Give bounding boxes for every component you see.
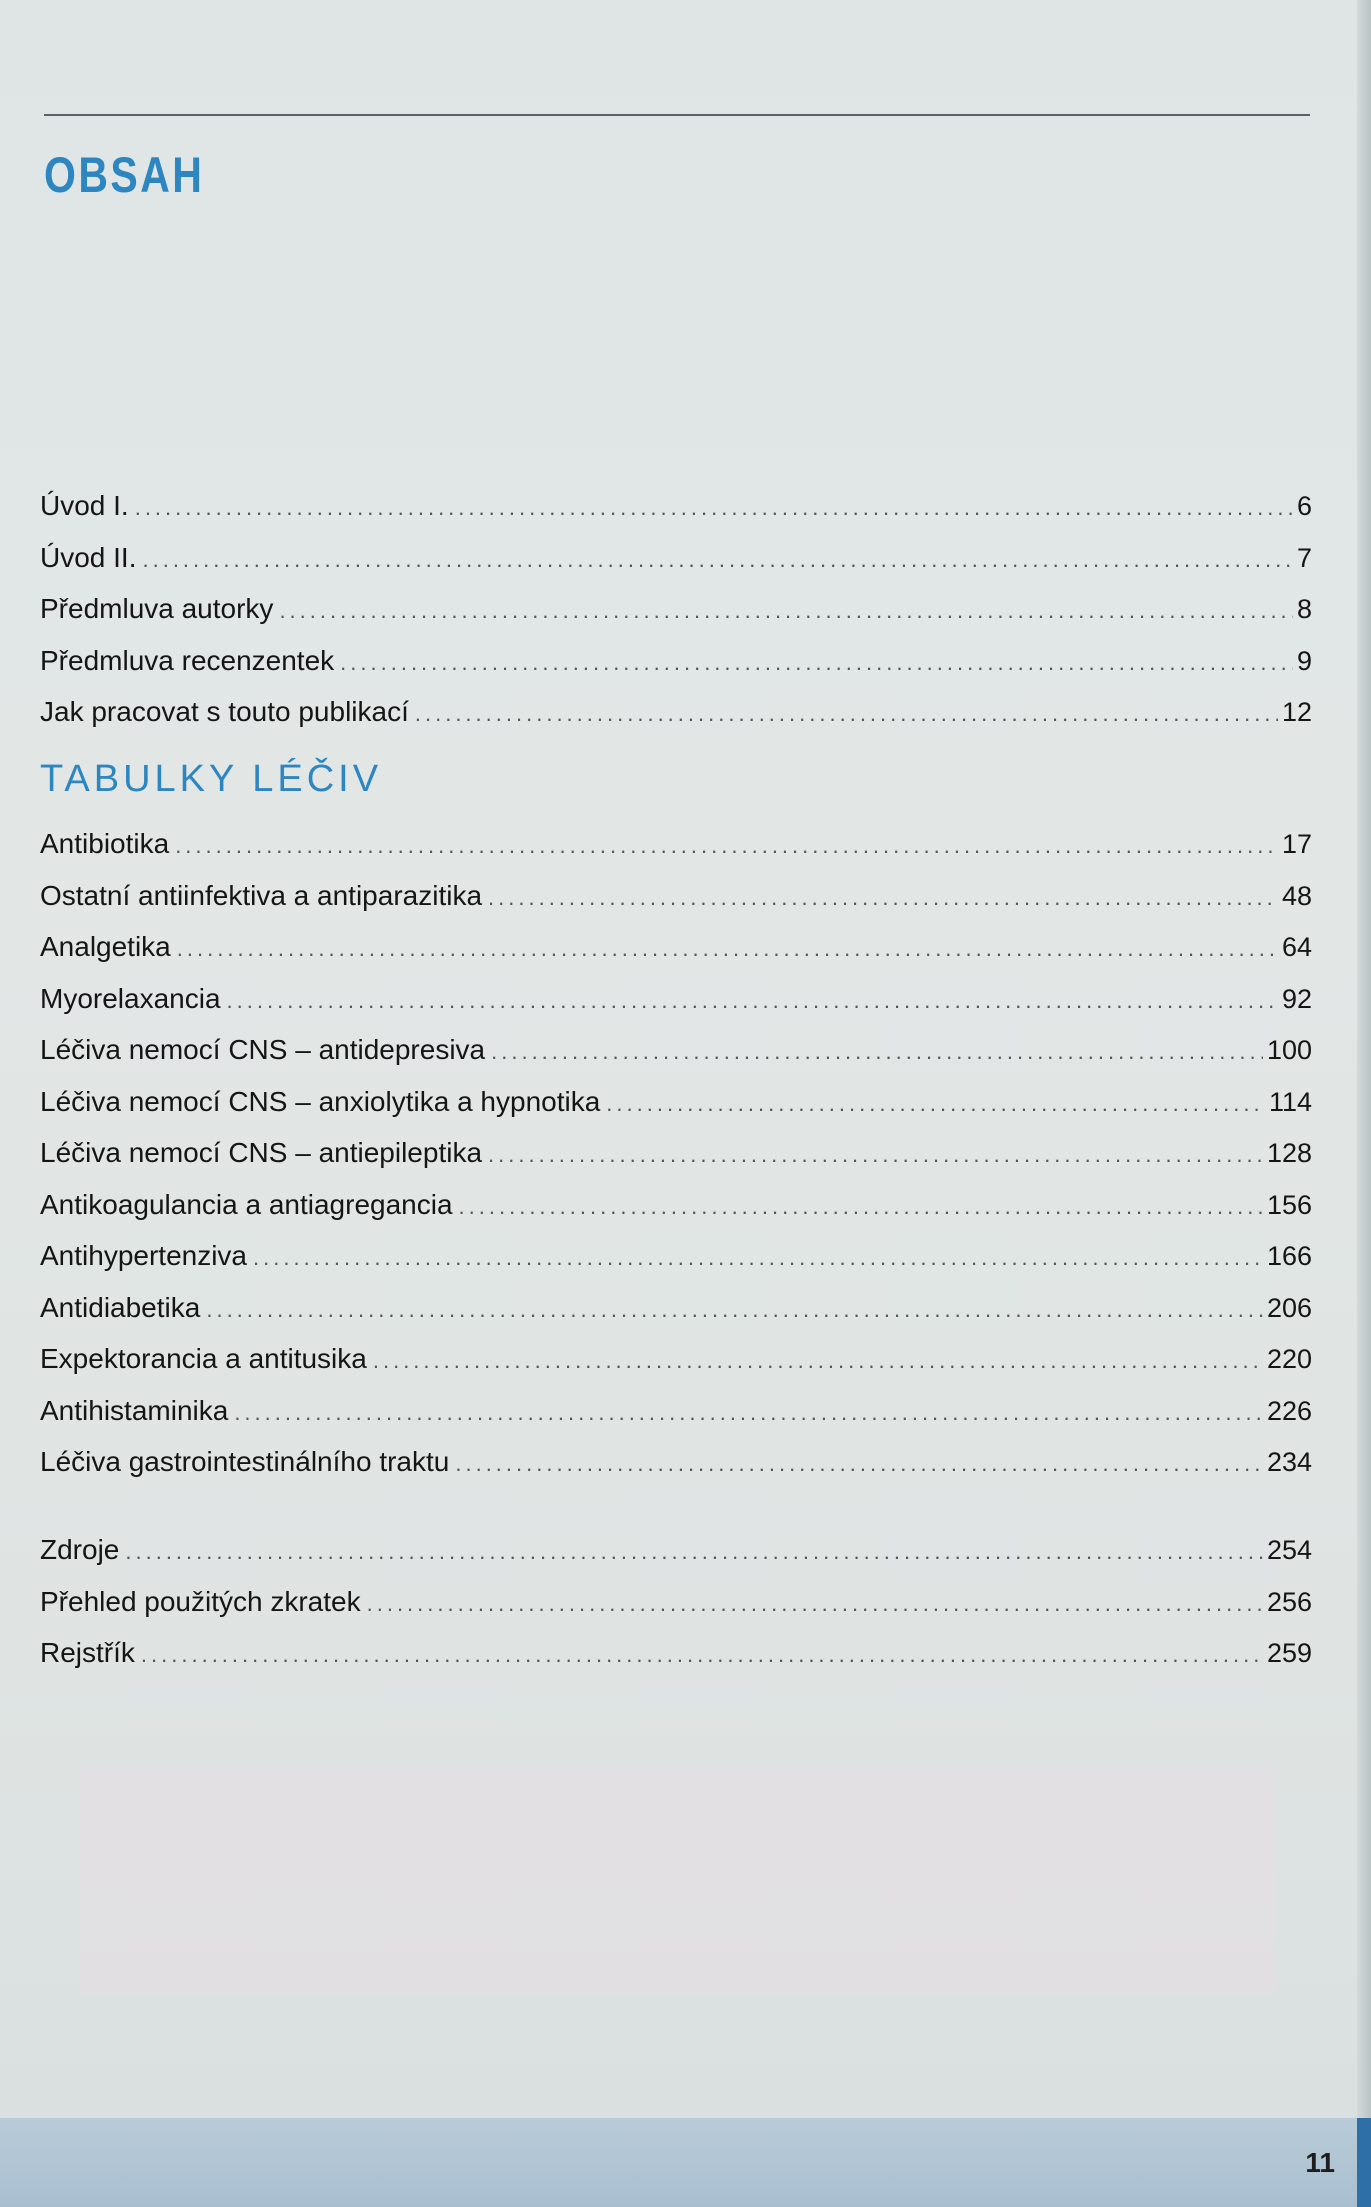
toc-entry[interactable] [40, 921, 1312, 973]
toc-entry-page: 6 [1296, 491, 1312, 521]
dot-leader [142, 534, 1292, 586]
toc-appendix-list [40, 1524, 1312, 1679]
toc-entry[interactable] [40, 1524, 1312, 1576]
dot-leader [488, 1129, 1263, 1181]
dot-leader [279, 585, 1293, 637]
dot-leader [606, 1078, 1265, 1130]
toc-entry-label: Ostatní antiinfektiva a antiparazitika [40, 879, 483, 911]
toc-drug-list [40, 818, 1312, 1488]
toc-entry-page: 8 [1296, 594, 1312, 624]
toc-entry-page: 12 [1281, 697, 1312, 727]
dot-leader [415, 688, 1278, 740]
toc-entry-page: 254 [1266, 1535, 1312, 1565]
toc-entry-page: 220 [1266, 1344, 1312, 1374]
toc-entry-label: Antihistaminika [40, 1394, 229, 1426]
toc-entry[interactable] [40, 1627, 1312, 1679]
dot-leader [135, 482, 1293, 534]
toc-entry[interactable] [40, 635, 1312, 687]
toc-entry[interactable] [40, 583, 1312, 635]
toc-entry[interactable] [40, 818, 1312, 870]
dot-leader [206, 1284, 1263, 1336]
toc-entry-label: Léčiva gastrointestinálního traktu [40, 1446, 450, 1477]
faded-background-box [80, 1768, 1275, 1994]
toc-entry-page: 48 [1281, 880, 1312, 911]
dot-leader [488, 872, 1278, 924]
toc-entry[interactable] [40, 973, 1312, 1025]
dot-leader [455, 1438, 1263, 1490]
toc-entry[interactable] [40, 1127, 1312, 1179]
dot-leader [253, 1232, 1263, 1284]
toc-entry-page: 156 [1266, 1189, 1312, 1220]
toc-entry-page: 226 [1266, 1395, 1312, 1426]
toc-entry-label: Myorelaxancia [40, 982, 221, 1014]
toc-entry-page: 9 [1296, 645, 1312, 676]
section-heading: TABULKY LÉČIV [40, 758, 383, 800]
toc-entry-label: Úvod II. [40, 541, 137, 573]
toc-entry[interactable] [40, 1230, 1312, 1282]
toc-entry[interactable] [40, 1385, 1312, 1437]
toc-entry-label: Expektorancia a antitusika [40, 1343, 367, 1374]
toc-entry[interactable] [40, 1179, 1312, 1231]
toc-entry-label: Analgetika [40, 931, 171, 962]
toc-entry-page: 128 [1266, 1138, 1312, 1168]
toc-entry-label: Antikoagulancia a antiagregancia [40, 1188, 453, 1220]
toc-entry-label: Předmluva recenzentek [40, 644, 335, 676]
toc-entry-label: Antihypertenziva [40, 1240, 248, 1271]
toc-entry-label: Léčiva nemocí CNS – anxiolytika a hypnotika [40, 1085, 601, 1117]
toc-entry-page: 92 [1281, 983, 1312, 1014]
toc-entry-label: Léčiva nemocí CNS – antiepileptika [40, 1137, 483, 1168]
toc-entry-page: 100 [1266, 1035, 1312, 1065]
dot-leader [141, 1629, 1263, 1681]
toc-entry-label: Předmluva autorky [40, 593, 274, 624]
dot-leader [459, 1181, 1263, 1233]
toc-entry-page: 234 [1266, 1447, 1312, 1477]
dot-leader [175, 820, 1278, 872]
toc-entry-page: 166 [1266, 1241, 1312, 1271]
toc-entry[interactable] [40, 1436, 1312, 1488]
dot-leader [227, 975, 1278, 1027]
footer-accent [1357, 2118, 1371, 2207]
toc-entry-page: 259 [1266, 1638, 1312, 1668]
dot-leader [491, 1026, 1263, 1078]
toc-entry[interactable] [40, 686, 1312, 738]
toc-entry-page: 256 [1266, 1586, 1312, 1617]
toc-entry[interactable] [40, 532, 1312, 584]
toc-entry[interactable] [40, 870, 1312, 922]
toc-entry-label: Rejstřík [40, 1637, 135, 1668]
toc-entry-label: Přehled použitých zkratek [40, 1585, 361, 1617]
dot-leader [373, 1335, 1263, 1387]
toc-entry-page: 206 [1266, 1292, 1312, 1323]
toc-entry[interactable] [40, 1333, 1312, 1385]
toc-entry-label: Antidiabetika [40, 1291, 201, 1323]
toc-entry-page: 114 [1268, 1086, 1312, 1117]
dot-leader [177, 923, 1278, 975]
toc-entry[interactable] [40, 1576, 1312, 1628]
toc-entry[interactable] [40, 1282, 1312, 1334]
toc-entry-label: Antibiotika [40, 828, 170, 859]
page-title: OBSAH [44, 147, 205, 203]
dot-leader [340, 637, 1293, 689]
footer-band [0, 2118, 1357, 2207]
top-rule [44, 114, 1310, 116]
toc-intro-list [40, 480, 1312, 738]
toc-entry-page: 17 [1281, 829, 1312, 859]
toc-entry[interactable] [40, 1076, 1312, 1128]
toc-entry-label: Jak pracovat s touto publikací [40, 696, 409, 727]
toc-entry-label: Zdroje [40, 1534, 120, 1565]
dot-leader [367, 1578, 1263, 1630]
dot-leader [125, 1526, 1263, 1578]
toc-entry[interactable] [40, 1024, 1312, 1076]
toc-entry-page: 7 [1296, 542, 1312, 573]
toc-entry-page: 64 [1281, 932, 1312, 962]
page-edge [1357, 0, 1371, 2207]
page-number: 11 [1305, 2147, 1335, 2178]
dot-leader [234, 1387, 1263, 1439]
toc-entry-label: Léčiva nemocí CNS – antidepresiva [40, 1034, 486, 1065]
toc-entry-label: Úvod I. [40, 490, 129, 521]
toc-entry[interactable] [40, 480, 1312, 532]
